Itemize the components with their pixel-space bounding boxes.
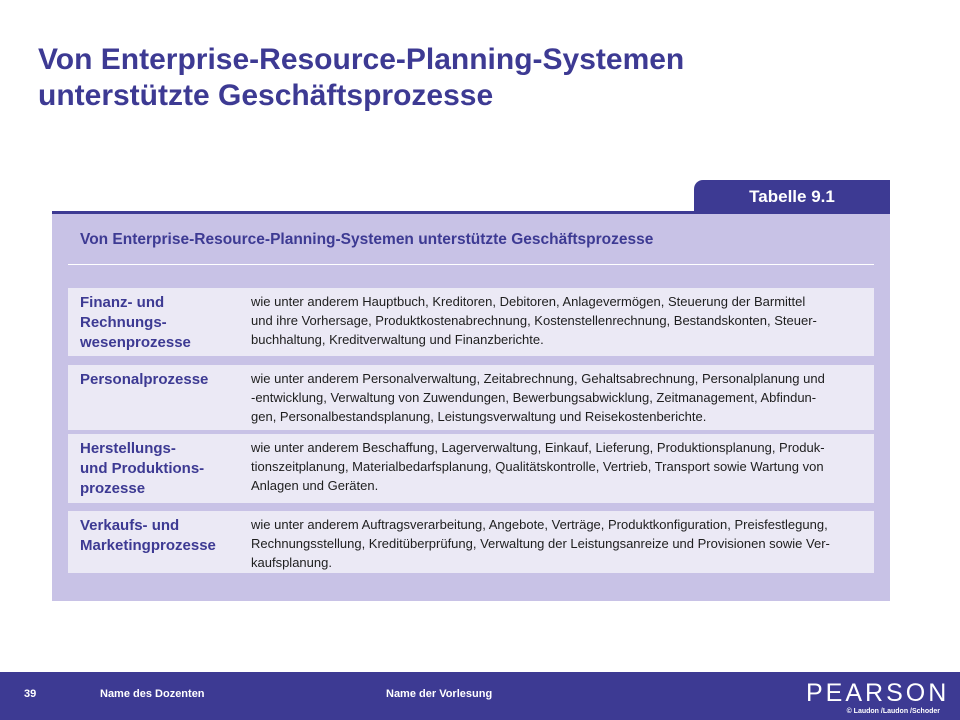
course-name: Name der Vorlesung: [386, 688, 493, 700]
row-text-line: gen, Personalbestandsplanung, Leistungsverwaltung und Reisekostenberichte.: [251, 409, 707, 424]
row-text-line: wie unter anderem Personalverwaltung, Zeitabrechnung, Gehaltsabrechnung, Personalplanung und: [251, 371, 825, 386]
row-description: [251, 292, 861, 349]
pearson-logo: PEARSON: [806, 679, 950, 707]
row-label-line: Personalprozesse: [80, 371, 209, 388]
row-text-line: -entwicklung, Verwaltung von Zuwendungen, Bewerbungsabwicklung, Zeitmanagement, Abfindun-: [251, 390, 817, 405]
row-description: [251, 515, 861, 572]
footer-bar: [0, 672, 960, 720]
row-label-line: Herstellungs-: [80, 440, 176, 457]
table-row-sales: [68, 511, 874, 573]
slide-title: [38, 42, 918, 114]
title-divider: [68, 264, 874, 265]
row-description: [251, 438, 861, 495]
row-label: [80, 439, 245, 499]
page-number: 39: [24, 688, 37, 700]
row-label-line: Finanz- und: [80, 294, 165, 311]
row-label-line: und Produktions-: [80, 460, 205, 477]
row-label: [80, 370, 245, 390]
row-text-line: wie unter anderem Auftragsverarbeitung, Angebote, Verträge, Produktkonfiguration, Preisfestlegung,: [251, 517, 828, 532]
row-label-line: wesenprozesse: [80, 334, 191, 351]
table-row-finance: [68, 288, 874, 356]
row-text-line: wie unter anderem Hauptbuch, Kreditoren, Debitoren, Anlagevermögen, Steuerung der Barmittel: [251, 294, 806, 309]
copyright-text: © Laudon /Laudon /Schoder: [846, 708, 940, 715]
row-label: [80, 516, 245, 556]
table-title: Von Enterprise-Resource-Planning-Systemen unterstützte Geschäftsprozesse: [80, 231, 654, 248]
table-row-manufacturing: [68, 434, 874, 503]
row-label-line: prozesse: [80, 480, 146, 497]
lecturer-name: Name des Dozenten: [100, 688, 205, 700]
slide-title-line-1: Von Enterprise-Resource-Planning-Systemen: [38, 43, 685, 76]
row-label-line: Marketingprozesse: [80, 537, 216, 554]
row-text-line: Anlagen und Geräten.: [251, 478, 379, 493]
row-label-line: Verkaufs- und: [80, 517, 180, 534]
slide-title-line-2: unterstützte Geschäftsprozesse: [38, 79, 494, 112]
row-description: [251, 369, 861, 426]
row-label-line: Rechnungs-: [80, 314, 167, 331]
row-text-line: kaufsplanung.: [251, 555, 332, 570]
table-number-tab: Tabelle 9.1: [694, 180, 890, 213]
row-text-line: buchhaltung, Kreditverwaltung und Finanzberichte.: [251, 332, 544, 347]
row-label: [80, 293, 245, 353]
row-text-line: und ihre Vorhersage, Produktkostenabrechnung, Kostenstellenrechnung, Bestandskonten, Steuer-: [251, 313, 817, 328]
row-text-line: Rechnungsstellung, Kreditüberprüfung, Verwaltung der Leistungsanreize und Provisionen sowie Ver-: [251, 536, 830, 551]
row-text-line: wie unter anderem Beschaffung, Lagerverwaltung, Einkauf, Lieferung, Produktionsplanung, Produk-: [251, 440, 825, 455]
table-panel: [52, 214, 890, 601]
table-row-personnel: [68, 365, 874, 430]
row-text-line: tionszeitplanung, Materialbedarfsplanung, Qualitätskontrolle, Vertrieb, Transport sowie Wartung von: [251, 459, 824, 474]
